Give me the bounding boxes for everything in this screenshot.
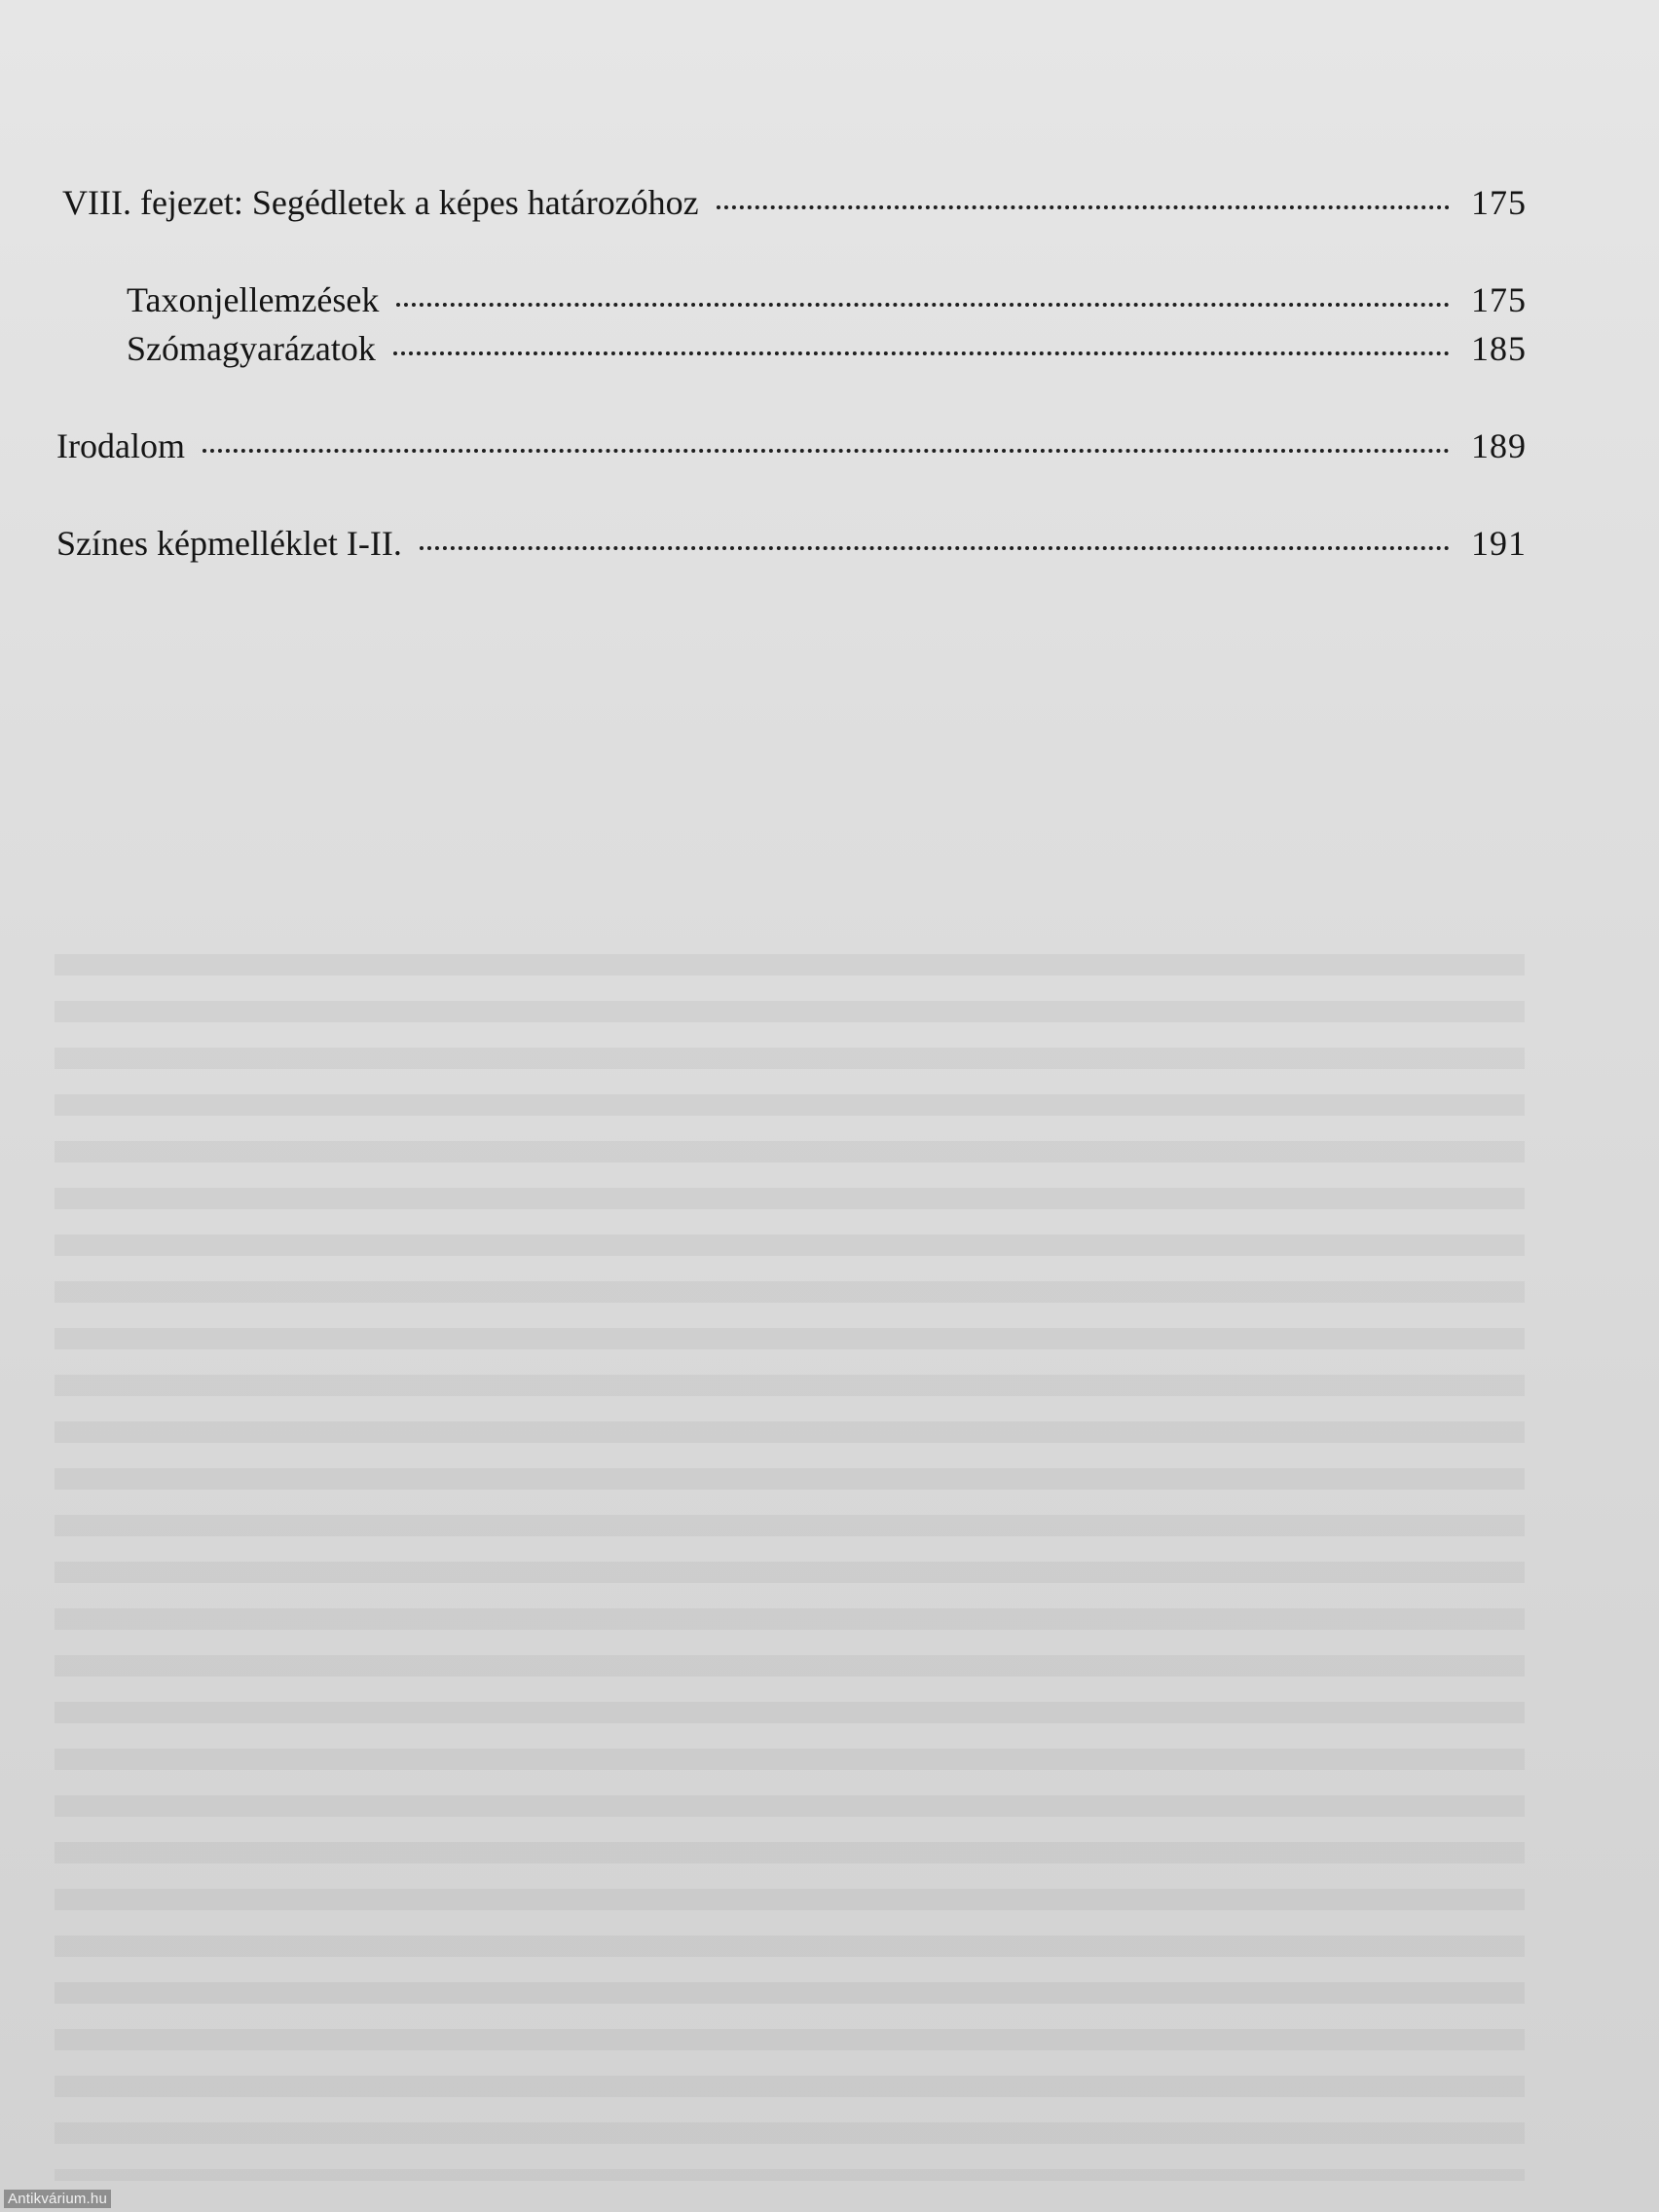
toc-entry-page: 175	[1471, 280, 1527, 319]
toc-entry-title: Színes képmelléklet I-II.	[56, 524, 402, 563]
toc-entry-chapter-8	[62, 185, 1527, 220]
toc-leader-dots	[203, 449, 1450, 453]
source-watermark: Antikvárium.hu	[4, 2190, 111, 2208]
toc-entry-page: 175	[1471, 183, 1527, 222]
toc-leader-dots	[420, 546, 1450, 550]
toc-entry-szines-kepmelleklet	[56, 526, 1527, 561]
toc-entry-szomagyarazatok	[127, 331, 1527, 366]
toc-leader-dots	[393, 351, 1450, 355]
toc-entry-page: 191	[1471, 524, 1527, 563]
bleed-through-text-block	[55, 954, 1525, 2181]
toc-entry-irodalom	[56, 428, 1527, 463]
toc-leader-dots	[717, 205, 1450, 209]
toc-leader-dots	[396, 303, 1450, 307]
toc-entry-page: 189	[1471, 426, 1527, 465]
toc-entry-title: VIII. fejezet: Segédletek a képes határozóhoz	[62, 183, 699, 222]
toc-entry-page: 185	[1471, 329, 1527, 368]
toc-entry-taxonjellemzesek	[127, 282, 1527, 317]
toc-entry-title: Irodalom	[56, 426, 185, 465]
toc-entry-title: Taxonjellemzések	[127, 280, 380, 319]
toc-entry-title: Szómagyarázatok	[127, 329, 376, 368]
